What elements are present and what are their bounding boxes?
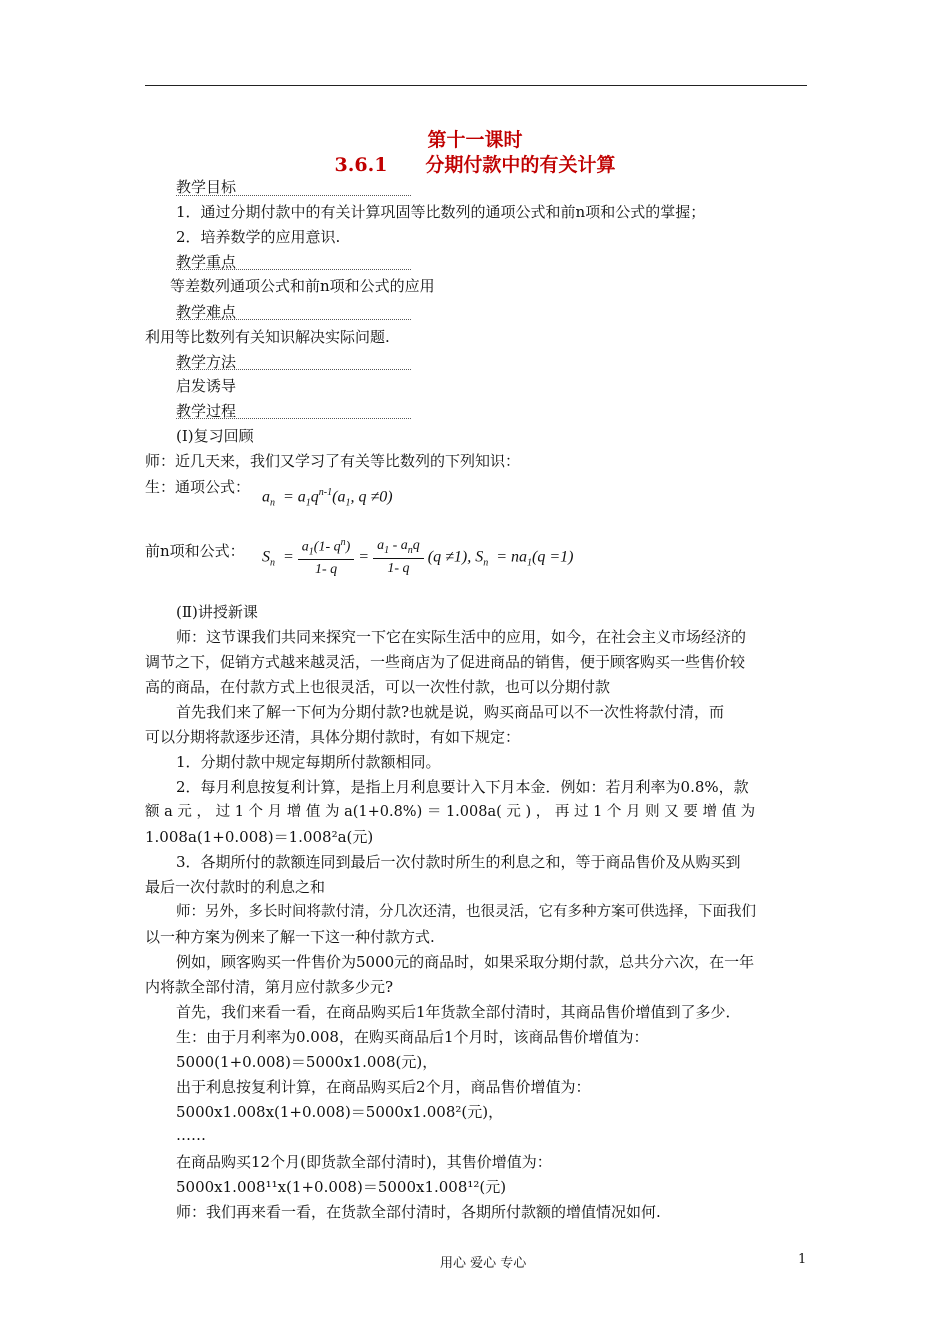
goal-underline (176, 195, 411, 196)
goal-1: 1．通过分期付款中的有关计算巩固等比数列的通项公式和前n项和公式的掌握； (176, 203, 706, 221)
paragraph-line: 5000(1+0.008)＝5000x1.008(元)， (176, 1053, 438, 1071)
section-title: 3.6.1 分期付款中的有关计算 (334, 154, 616, 176)
paragraph-line: 调节之下，促销方式越来越灵活，一些商店为了促进商品的销售，便于顾客购买一些售价较 (145, 653, 746, 671)
paragraph-line: …… (176, 1126, 206, 1144)
difficulty-heading: 教学难点 (176, 303, 237, 321)
paragraph-line: 1.008a(1+0.008)＝1.008²a(元) (145, 828, 374, 846)
paragraph-line: 3．各期所付的款额连同到最后一次付款时所生的利息之和，等于商品售价及从购买到 (176, 853, 741, 871)
paragraph-line: 师：这节课我们共同来探究一下它在实际生活中的应用，如今，在社会主义市场经济的 (176, 628, 747, 646)
process-underline (176, 418, 411, 419)
paragraph-line: 可以分期将款逐步还清，具体分期付款时，有如下规定： (145, 728, 521, 746)
formula-general-label: 生：通项公式： (145, 478, 251, 496)
paragraph-line: 在商品购买12个月(即货款全部付清时)，其售价增值为： (176, 1153, 552, 1171)
page-number: 1 (798, 1252, 807, 1267)
review-heading: (Ⅰ)复习回顾 (176, 427, 254, 445)
formula-general: $a_n = a_1q^{n-1}(a_1$, q ≠0) (262, 487, 393, 509)
paragraph-line: 例如，顾客购买一件售价为5000元的商品时，如果采取分期付款，总共分六次，在一年 (176, 953, 755, 971)
paragraph-line: 师：另外，多长时间将款付清，分几次还清，也很灵活，它有多种方案可供选择，下面我们 (176, 904, 756, 920)
method-text: 启发诱导 (176, 377, 237, 395)
key-heading: 教学重点 (176, 253, 237, 271)
key-underline (176, 269, 411, 270)
paragraph-line: 5000x1.008x(1+0.008)＝5000x1.008²(元)， (176, 1103, 504, 1121)
formula-sum-label: 前n项和公式： (145, 542, 245, 560)
formula-sum: $S_n$ = $\frac{a_1(1- q^n)}{1- q}$ = $\frac{a_1 - a_nq}{1- q}$ (q ≠1), $S_n = na_1(q =1)$ (262, 537, 574, 578)
paragraph-line: 师：我们再来看一看，在货款全部付清时，各期所付款额的增值情况如何. (176, 1203, 661, 1221)
difficulty-text: 利用等比数列有关知识解决实际问题. (145, 328, 390, 346)
difficulty-underline (176, 319, 411, 320)
paragraph-line: 高的商品，在付款方式上也很灵活，可以一次性付款，也可以分期付款 (145, 678, 611, 696)
goal-heading: 教学目标 (176, 178, 237, 196)
key-text: 等差数列通项公式和前n项和公式的应用 (170, 277, 435, 295)
paragraph-line: 2．每月利息按复利计算，是指上月利息要计入下月本金．例如：若月利率为0.8%，款 (176, 778, 749, 796)
paragraph-line: 最后一次付款时的利息之和 (145, 878, 326, 896)
process-heading: 教学过程 (176, 402, 237, 420)
paragraph-line: 首先我们来了解一下何为分期付款?也就是说，购买商品可以不一次性将款付清，而 (176, 703, 725, 721)
review-intro: 师：近几天来，我们又学习了有关等比数列的下列知识： (145, 452, 521, 470)
paragraph-line: 5000x1.008¹¹x(1+0.008)＝5000x1.008¹²(元) (176, 1178, 507, 1196)
footer-motto: 用心 爱心 专心 (440, 1256, 527, 1271)
new-heading: (Ⅱ)讲授新课 (176, 603, 258, 621)
paragraph-line: 以一种方案为例来了解一下这一种付款方式. (145, 928, 435, 946)
method-underline (176, 369, 411, 370)
paragraph-line: 出于利息按复利计算，在商品购买后2个月，商品售价增值为： (176, 1078, 591, 1096)
paragraph-line: 1．分期付款中规定每期所付款额相同。 (176, 753, 441, 771)
method-heading: 教学方法 (176, 353, 237, 371)
paragraph-line: 内将款全部付清，第月应付款多少元? (145, 978, 394, 996)
lesson-title: 第十一课时 (427, 129, 523, 151)
paragraph-line: 首先，我们来看一看，在商品购买后1年货款全部付清时，其商品售价增值到了多少． (176, 1003, 741, 1021)
paragraph-line: 生：由于月利率为0.008，在购买商品后1个月时，该商品售价增值为： (176, 1028, 649, 1046)
header-rule (145, 85, 807, 86)
paragraph-line: 额 a 元 ， 过 1 个 月 增 值 为 a(1+0.8%) ＝ 1.008a( 元 ) ， 再 过 1 个 月 则 又 要 增 值 为 (145, 804, 756, 820)
goal-2: 2．培养数学的应用意识. (176, 228, 341, 246)
